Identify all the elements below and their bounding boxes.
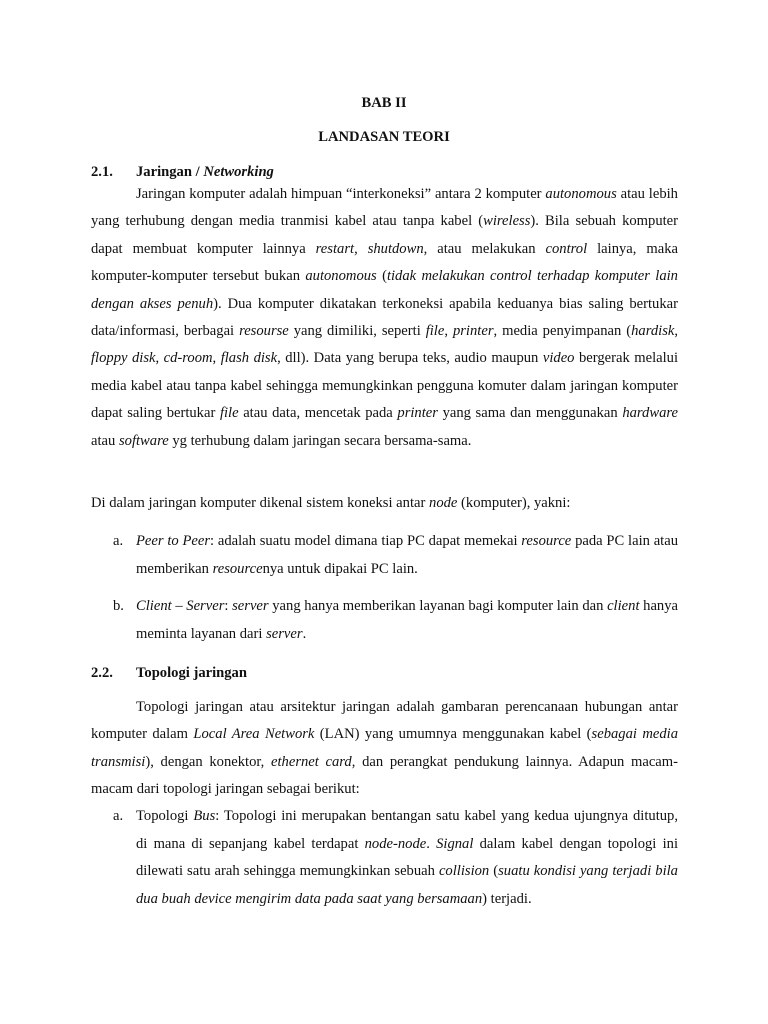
list-marker: a. xyxy=(113,808,124,824)
italic-term: printer xyxy=(397,405,438,422)
section-title: Jaringan / xyxy=(136,164,204,180)
italic-term: resourse xyxy=(239,323,289,340)
list-item xyxy=(113,528,678,583)
chapter-label: BAB II xyxy=(361,95,407,111)
chapter-title: LANDASAN TEORI xyxy=(318,129,450,145)
italic-term: Client – Server xyxy=(136,598,225,614)
italic-term: collision xyxy=(438,863,490,880)
list-item-text: Peer to Peer: adalah suatu model dimana tiap PC dapat memekai resource pada PC lain atau memberikan resourcenya untuk dipakai PC lain. xyxy=(136,533,679,577)
italic-term: flash disk xyxy=(220,350,278,367)
italic-term: node-node xyxy=(364,835,427,852)
list-marker: a. xyxy=(113,533,124,549)
list-item-text: Topologi Bus: Topologi ini merupakan bentangan satu kabel yang kedua ujungnya ditutup, di mana di sepanjang kabel terdapat node-node. Signal dalam kabel dengan topologi ini dilewati satu arah sehingga memungkinkan sebuah collision (suatu kondisi yang terjadi bila dua buah device mengirim data pada saat yang bersamaan) terjadi. xyxy=(136,808,678,907)
italic-term: tidak melakukan control terhadap komputer lain dengan akses penuh xyxy=(91,268,678,312)
italic-term: Peer to Peer xyxy=(136,533,211,549)
section-title: Topologi jaringan xyxy=(136,665,247,681)
list-marker: b. xyxy=(113,598,124,614)
italic-term: shutdown xyxy=(367,240,424,257)
list-item xyxy=(113,593,678,648)
italic-term: file xyxy=(219,405,239,422)
italic-term: autonomous xyxy=(545,186,617,202)
section-2-1-intro: Di dalam jaringan komputer dikenal sistem koneksi antar node (komputer), yakni: xyxy=(91,495,571,511)
section-2-1-paragraph: Jaringan komputer adalah himpuan “interkoneksi” antara 2 komputer autonomous atau lebih yang terhubung dengan media tranmisi kabel atau tanpa kabel (wireless). Bila sebuah komputer dapat membuat komputer lainnya restart, shutdown, atau melakukan control lainya, maka komputer-komputer tersebut bukan autonomous (tidak melakukan control terhadap komputer lain dengan akses penuh). Dua komputer dikatakan terkoneksi apabila keduanya bias saling bertukar data/informasi, berbagai resourse yang dimiliki, seperti file, printer, media penyimpanan (hardisk, floppy disk, cd-room, flash disk, dll). Data yang berupa teks, audio maupun video bergerak melalui media kabel atau tanpa kabel sehingga memungkinkan pengguna komuter dalam jaringan komputer dapat saling bertukar file atau data, mencetak pada printer yang sama dan menggunakan hardware atau software yg terhubung dalam jaringan secara bersama-sama. xyxy=(91,186,679,449)
italic-term: server xyxy=(266,625,303,642)
list-item-text: Client – Server: server yang hanya memberikan layanan bagi komputer lain dan client hanya meminta layanan dari server. xyxy=(136,598,679,642)
italic-term: floppy disk xyxy=(91,350,156,367)
italic-term: node xyxy=(429,495,458,511)
section-number: 2.2. xyxy=(91,665,113,681)
italic-term: sebagai media transmisi xyxy=(91,726,679,770)
italic-term: restart xyxy=(315,240,355,257)
italic-term: Local Area Network xyxy=(193,726,315,743)
italic-term: Signal xyxy=(436,835,474,852)
italic-term: video xyxy=(542,350,575,367)
list-item xyxy=(113,803,678,913)
italic-term: hardware xyxy=(622,405,679,422)
italic-term: server xyxy=(232,598,269,614)
section-2-1-heading xyxy=(91,163,274,181)
section-2-2-heading xyxy=(91,664,247,682)
italic-term: Bus xyxy=(193,808,216,824)
section-number: 2.1. xyxy=(91,164,113,180)
italic-term: wireless xyxy=(483,213,531,230)
italic-term: control xyxy=(545,240,588,257)
italic-term: cd-room xyxy=(163,350,213,367)
italic-term: resource xyxy=(521,533,572,549)
italic-term: printer xyxy=(452,323,494,340)
italic-term: autonomous xyxy=(305,268,377,285)
italic-term: hardisk xyxy=(631,323,675,340)
italic-term: client xyxy=(607,598,640,614)
italic-term: resource xyxy=(212,560,263,577)
italic-term: software xyxy=(118,432,169,449)
italic-term: ethernet card xyxy=(271,753,352,770)
italic-term: suatu kondisi yang terjadi bila dua buah device mengirim data pada saat yang bersamaan xyxy=(136,863,678,907)
italic-term: file xyxy=(425,323,445,340)
section-title-italic: Networking xyxy=(203,164,274,180)
section-2-2-paragraph: Topologi jaringan atau arsitektur jaringan adalah gambaran perencanaan hubungan antar komputer dalam Local Area Network (LAN) yang umumnya menggunakan kabel (sebagai media transmisi), dengan konektor, ethernet card, dan perangkat pendukung lainnya. Adapun macam-macam dari topologi jaringan sebagai berikut: xyxy=(91,699,679,798)
